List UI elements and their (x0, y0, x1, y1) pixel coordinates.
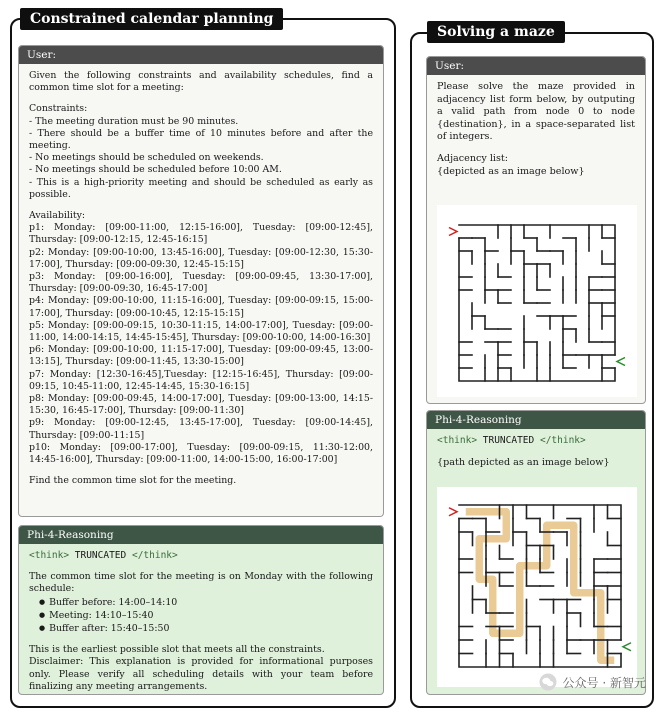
think-truncated: TRUNCATED (69, 550, 132, 561)
maze-prompt: Please solve the maze provided in adjacency list form below, by outputing a valid path from node 0 to node {destination}, in a space-separated list of integers. (437, 81, 635, 143)
availability-list (29, 222, 373, 466)
constraint-5: - This is a high-priority meeting and should be scheduled as early as possible. (29, 176, 373, 200)
answer-intro: The common time slot for the meeting is on Monday with the following schedule: (29, 571, 373, 595)
calendar-user-card (18, 45, 384, 517)
availability-title: Availability: (29, 210, 86, 222)
maze-walls (459, 225, 615, 381)
adjacency-label: Adjacency list: (437, 152, 508, 164)
maze-start-marker (449, 508, 457, 516)
constraint-3: - No meetings should be scheduled on weekends. (29, 152, 264, 164)
calendar-user-header: User: (19, 46, 383, 64)
availability-row-2: p2: Monday: [09:00-10:00, 13:45-16:00], Tuesday: [09:00-12:30, 15:30-17:00], Thursday: [09:00-09:30, 12:45-15:15] (29, 246, 373, 270)
think-open-tag: <think> (29, 550, 70, 561)
availability-row-7: p7: Monday: [12:30-16:45],Tuesday: [12:15-16:45], Thursday: [09:00-09:15, 10:45-11:00, 12:45-14:45, 15:30-16:15] (29, 368, 373, 392)
bullet-meeting: ● Meeting: 14:10–15:40 (39, 609, 373, 622)
maze-end-marker (623, 643, 631, 651)
availability-row-10: p10: Monday: [09:00-17:00], Tuesday: [09:00-09:15, 11:30-12:00, 14:45-16:00], Thursday: [09:00-11:00, 14:00-15:00, 16:00-17:00] (29, 441, 373, 466)
availability-row-1: p1: Monday: [09:00-11:00, 12:15-16:00], Tuesday: [09:00-12:45], Thursday: [09:00-12:15, 12:45-16:15] (29, 222, 373, 246)
maze-user-card (426, 56, 646, 404)
watermark (539, 673, 646, 691)
maze-ai-header: Phi-4-Reasoning (427, 411, 645, 429)
wechat-logo-icon (539, 673, 557, 691)
answer-bullets (29, 596, 373, 636)
availability-row-8: p8: Monday: [09:00-09:45, 14:00-17:00], Tuesday: [09:00-13:00, 14:15-15:30, 16:45-17:00], Thursday: [09:00-11:30] (29, 393, 373, 417)
maze-think-truncated: TRUNCATED (477, 435, 540, 446)
maze-think-close-tag: </think> (539, 435, 586, 446)
availability-row-4: p4: Monday: [09:00-10:00, 11:15-16:00], Tuesday: [09:00-09:15, 15:00-17:00], Thursday: [09:00-10:45, 12:15-15:15] (29, 295, 373, 319)
maze-image (437, 205, 637, 397)
availability-row-6: p6: Monday: [09:00-10:00, 11:15-17:00], Tuesday: [09:00-09:45, 13:00-13:15], Thursday: [09:00-11:45, 13:30-15:00] (29, 344, 373, 368)
constraint-4: - No meetings should be scheduled before 10:00 AM. (29, 164, 282, 176)
calendar-intro: Given the following constraints and availability schedules, find a common time slot for a meeting: (29, 70, 373, 94)
constraints-title: Constraints: (29, 103, 88, 115)
maze-walls (459, 505, 621, 667)
constraints-list (29, 116, 373, 201)
calendar-think-line (29, 550, 373, 562)
maze-panel-title: Solving a maze (427, 21, 565, 43)
constraint-2: - There should be a buffer time of 10 minutes before and after the meeting. (29, 127, 373, 152)
path-note: {path depicted as an image below} (437, 456, 610, 468)
answer-note: This is the earliest possible slot that meets all the constraints. (29, 644, 325, 656)
maze-svg (437, 205, 637, 397)
bullet-buffer-after: ● Buffer after: 15:40–15:50 (39, 622, 373, 635)
bullet-buffer-before: ● Buffer before: 14:00–14:10 (39, 596, 373, 609)
constraint-1: - The meeting duration must be 90 minutes. (29, 115, 239, 127)
think-close-tag: </think> (131, 550, 178, 561)
calendar-ai-header: Phi-4-Reasoning (19, 526, 383, 544)
adjacency-note: {depicted as an image below} (437, 165, 585, 177)
calendar-panel-title: Constrained calendar planning (20, 8, 283, 30)
maze-think-open-tag: <think> (437, 435, 478, 446)
maze-start-marker (449, 228, 457, 236)
calendar-ai-card (18, 525, 384, 695)
maze-user-header: User: (427, 57, 645, 75)
calendar-closing: Find the common time slot for the meeting. (29, 475, 237, 487)
maze-end-marker (617, 358, 625, 366)
availability-row-9: p9: Monday: [09:00-12:45, 13:45-17:00], Tuesday: [09:00-14:45], Thursday: [09:00-11:15] (29, 417, 373, 441)
maze-think-line (437, 435, 635, 448)
solved-maze-image (437, 487, 637, 687)
maze-ai-card (426, 410, 646, 695)
solved-maze-svg (437, 487, 637, 687)
availability-row-3: p3: Monday: [09:00-16:00], Tuesday: [09:00-09:45, 13:30-17:00], Thursday: [09:00-09:30, 16:45-17:00] (29, 271, 373, 295)
availability-row-5: p5: Monday: [09:00-09:15, 10:30-11:15, 14:00-17:00], Tuesday: [09:00-11:00, 14:00-14:15, 14:45-15:45], Thursday: [09:00-10:00, 14:00-16:30] (29, 319, 373, 344)
watermark-text: 公众号 · 新智元 (562, 675, 646, 690)
answer-disclaimer: Disclaimer: This explanation is provided for informational purposes only. Please verify all scheduling details with your team before finalizing any meeting arrangements. (29, 656, 373, 692)
